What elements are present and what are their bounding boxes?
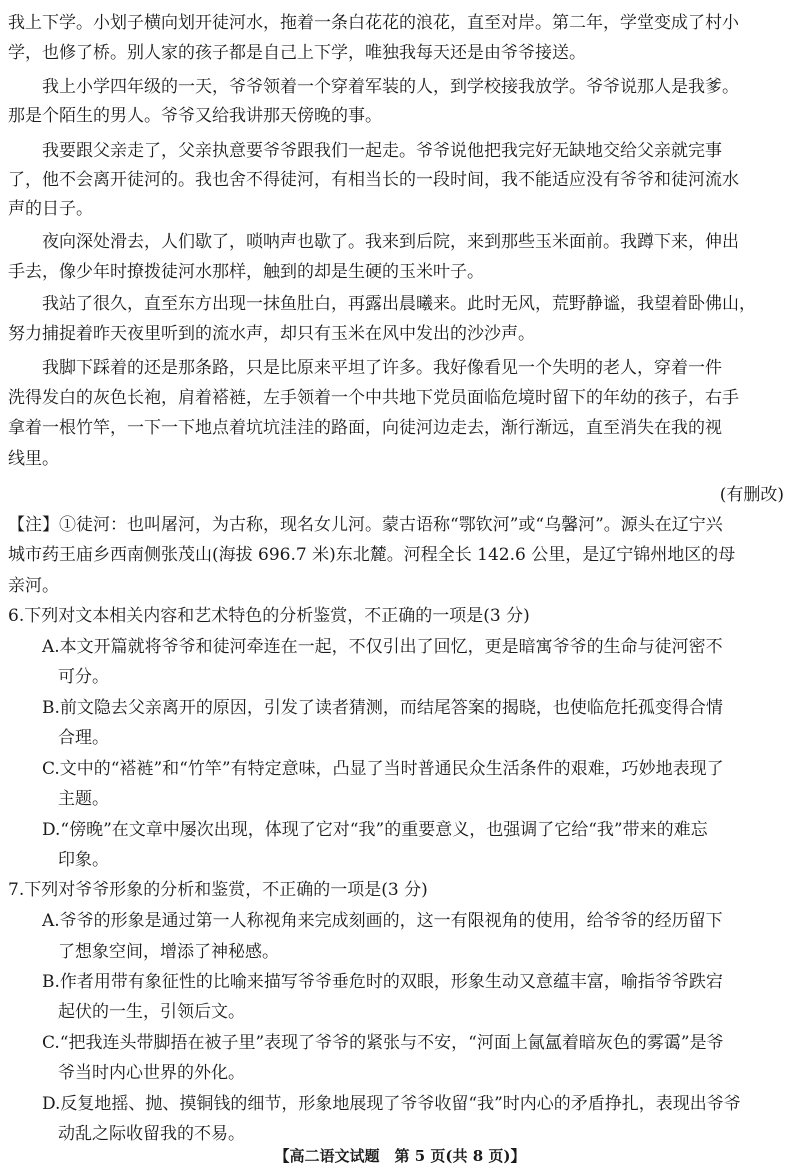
q7-option-b-cont: 起伏的一生，引领后文。 [58, 1002, 245, 1022]
text-line: 我上小学四年级的一天，爷爷领着一个穿着军装的人，到学校接我放学。爷爷说那人是我爹。 [42, 77, 739, 97]
source-note: (有删改) [719, 485, 784, 505]
q7-option-a: A.爷爷的形象是通过第一人称视角来完成刻画的，这一有限视角的使用，给爷爷的经历留下 [42, 911, 723, 931]
text-line: 了，他不会离开徒河的。我也舍不得徒河，有相当长的一段时间，我不能适应没有爷爷和徒河流水 [8, 170, 739, 190]
text-line: 我脚下踩着的还是那条路，只是比原来平坦了许多。我好像看见一个失明的老人，穿着一件 [42, 358, 722, 378]
annotation-line: 亲河。 [8, 576, 59, 596]
q6-option-a-cont: 可分。 [58, 667, 109, 687]
text-line: 夜向深处滑去，人们歇了，唢呐声也歇了。我来到后院，来到那些玉米面前。我蹲下来，伸出 [42, 232, 739, 252]
text-line: 学，也修了桥。别人家的孩子都是自己上下学，唯独我每天还是由爷爷接送。 [8, 43, 586, 63]
q7-option-c-cont: 爷当时内心世界的外化。 [58, 1063, 245, 1083]
text-line: 线里。 [8, 449, 59, 469]
q7-option-d: D.反复地摇、抛、摸铜钱的细节，形象地展现了爷爷收留“我”时内心的矛盾挣扎，表现出爷爷 [42, 1094, 741, 1114]
question-6-stem: 6.下列对文本相关内容和艺术特色的分析鉴赏，不正确的一项是(3 分) [8, 606, 530, 626]
q6-option-d-cont: 印象。 [58, 850, 109, 870]
q6-option-a: A.本文开篇就将爷爷和徒河牵连在一起，不仅引出了回忆，更是暗寓爷爷的生命与徒河密不 [42, 637, 723, 657]
text-line: 努力捕捉着昨天夜里听到的流水声，却只有玉米在风中发出的沙沙声。 [8, 324, 535, 344]
text-line: 我站了很久，直至东方出现一抹鱼肚白，再露出晨曦来。此时无风，荒野静谧，我望着卧佛山， [42, 294, 756, 314]
page-footer: 【高二语文试题 第 5 页(共 8 页)】 [274, 1147, 526, 1165]
q6-option-b: B.前文隐去父亲离开的原因，引发了读者猜测，而结尾答案的揭晓，也使临危托孤变得合情 [42, 698, 723, 718]
text-line: 我上下学。小划子横向划开徒河水，拖着一条白花花的浪花，直至对岸。第二年，学堂变成了村小 [8, 13, 739, 33]
text-line: 洗得发白的灰色长袍，肩着褡裢，左手领着一个中共地下党员面临危境时留下的年幼的孩子，右手 [8, 388, 739, 408]
q7-option-a-cont: 了想象空间，增添了神秘感。 [58, 942, 279, 962]
text-line: 拿着一根竹竿，一下一下地点着坑坑洼洼的路面，向徒河边走去，渐行渐远，直至消失在我的视 [8, 418, 722, 438]
text-line: 那是个陌生的男人。爷爷又给我讲那天傍晚的事。 [8, 106, 382, 126]
text-line: 声的日子。 [8, 199, 93, 219]
annotation-line: 城市药王庙乡西南侧张茂山(海拔 696.7 米)东北麓。河程全长 142.6 公里，是辽宁锦州地区的母 [8, 545, 736, 565]
q7-option-c: C.“把我连头带脚捂在被子里”表现了爷爷的紧张与不安，“河面上氤氲着暗灰色的雾霭”是爷 [42, 1033, 724, 1053]
q6-option-c-cont: 主题。 [58, 789, 109, 809]
q7-option-b: B.作者用带有象征性的比喻来描写爷爷垂危时的双眼，形象生动又意蕴丰富，喻指爷爷跌宕 [42, 972, 723, 992]
text-line: 我要跟父亲走了，父亲执意要爷爷跟我们一起走。爷爷说他把我完好无缺地交给父亲就完事 [42, 141, 722, 161]
q6-option-d: D.“傍晚”在文章中屡次出现，体现了它对“我”的重要意义，也强调了它给“我”带来的难忘 [42, 820, 708, 840]
q7-option-d-cont: 动乱之际收留我的不易。 [58, 1124, 245, 1144]
q6-option-c: C.文中的“褡裢”和“竹竿”有特定意味，凸显了当时普通民众生活条件的艰难，巧妙地表现了 [42, 759, 724, 779]
text-line: 手去，像少年时撩拨徒河水那样，触到的却是生硬的玉米叶子。 [8, 262, 484, 282]
question-7-stem: 7.下列对爷爷形象的分析和鉴赏，不正确的一项是(3 分) [8, 880, 428, 900]
annotation-line: 【注】①徒河：也叫屠河，为古称，现名女儿河。蒙古语称“鄂钦河”或“乌馨河”。源头在辽宁兴 [8, 515, 723, 535]
q6-option-b-cont: 合理。 [58, 728, 109, 748]
